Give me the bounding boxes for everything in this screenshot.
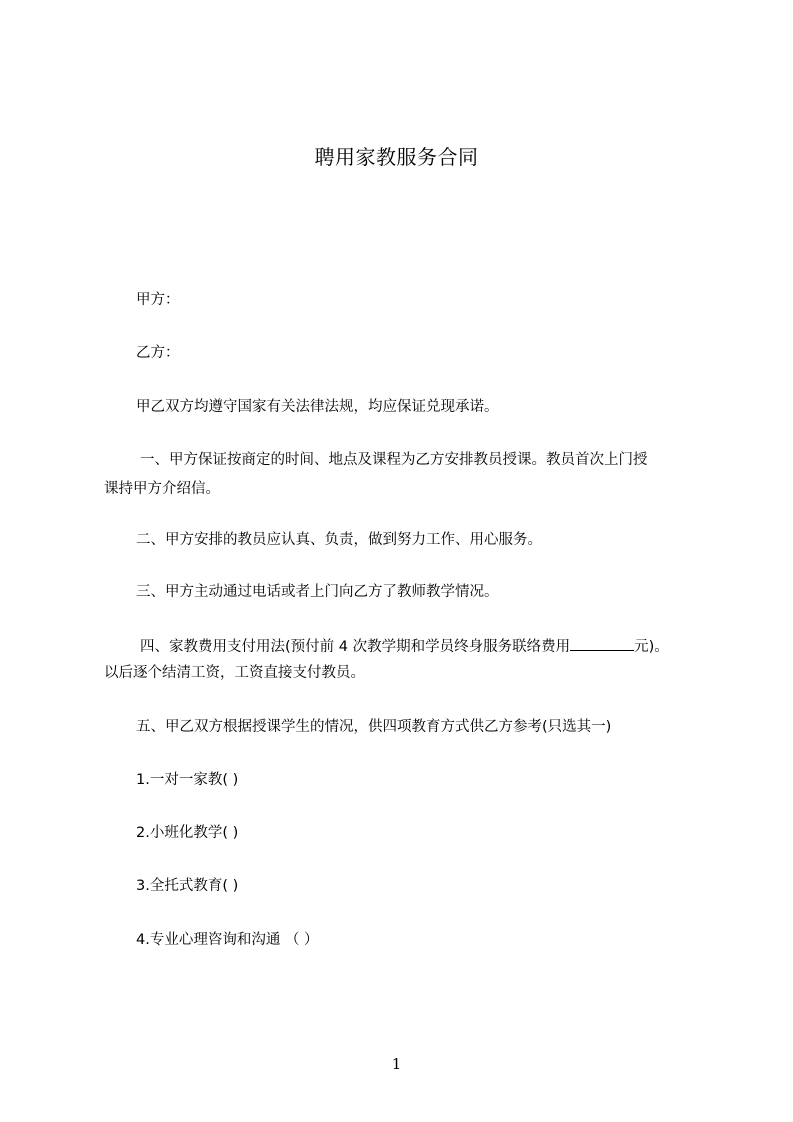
- party-a-line: 甲方：: [136, 292, 180, 308]
- clause-5: 五、甲乙双方根据授课学生的情况，供四项教育方式供乙方参考(只选其一): [136, 719, 612, 735]
- intro-paragraph: 甲乙双方均遵守国家有关法律法规，均应保证兑现承诺。: [136, 399, 499, 415]
- clause-4-line-2: 以后逐个结清工资，工资直接支付教员。: [104, 665, 365, 681]
- clause-4-line-1: [104, 633, 760, 662]
- clause-1-line-2: 课持甲方介绍信。: [104, 481, 220, 497]
- option-4: 4.专业心理咨询和沟通 （ ）: [136, 932, 319, 948]
- option-3: 3.全托式教育( ): [136, 878, 239, 894]
- fee-amount-blank: [570, 638, 634, 651]
- option-1: 1.一对一家教( ): [136, 772, 239, 788]
- clause-2: 二、甲方安排的教员应认真、负责，做到努力工作、用心服务。: [136, 532, 542, 548]
- document-title: 聘用家教服务合同: [314, 145, 479, 169]
- page-number: 1: [391, 1055, 402, 1073]
- clause-1-line-1: 一、甲方保证按商定的时间、地点及课程为乙方安排教员授课。教员首次上门授: [140, 452, 648, 468]
- clause-4-text-after-blank: 元)。: [634, 639, 669, 655]
- clause-4-text-before-blank: 四、家教费用支付用法(预付前 4 次教学期和学员终身服务联络费用: [140, 639, 571, 655]
- option-2: 2.小班化教学( ): [136, 825, 239, 841]
- clause-3: 三、甲方主动通过电话或者上门向乙方了教师教学情况。: [136, 584, 499, 600]
- party-b-line: 乙方：: [136, 345, 180, 361]
